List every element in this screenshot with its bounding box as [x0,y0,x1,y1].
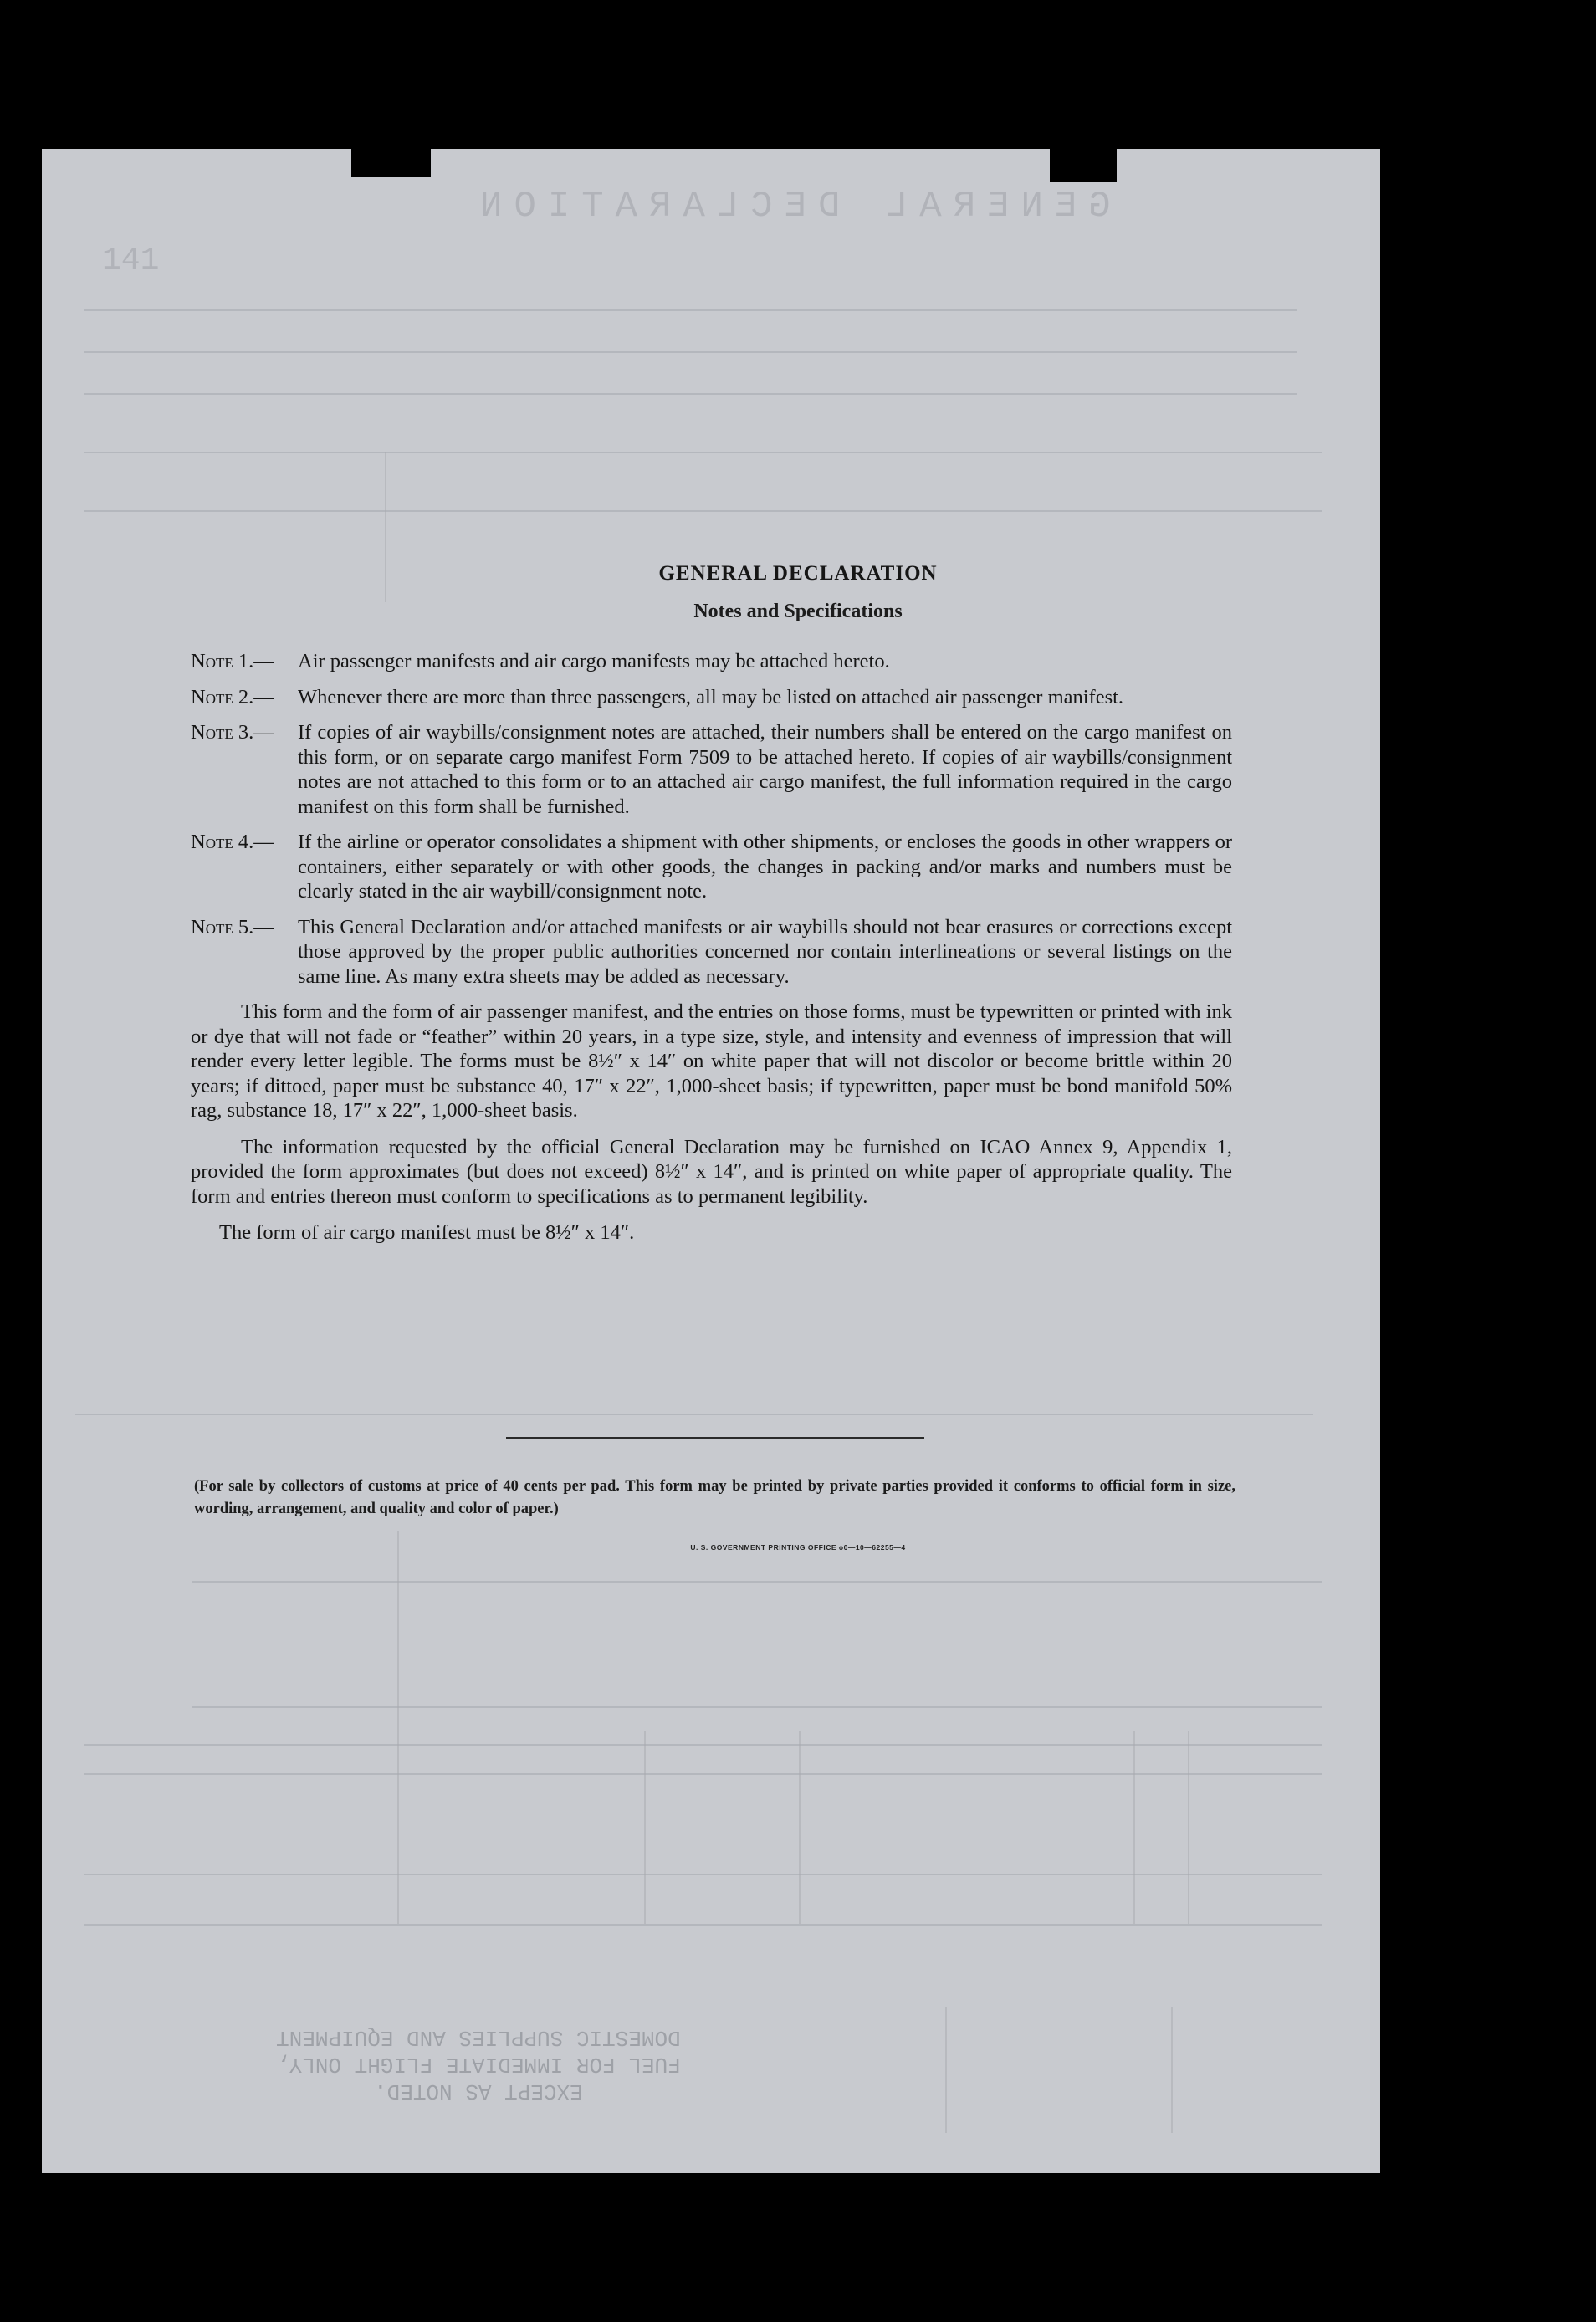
bleed-line [75,1414,1313,1415]
paper-tear [351,149,431,177]
bleed-line [644,1731,646,1924]
document-title: GENERAL DECLARATION [658,562,938,585]
bleed-through-page-number: 141 [102,243,160,279]
note-2 [191,685,1232,710]
bleed-line [84,452,1322,453]
sale-note: (For sale by collectors of customs at price of 40 cents per pad. This form may be printed by private parties provided it conforms to official form in size, wording, arrangement, and quality and color of paper.) [194,1478,1235,1517]
note-text: Whenever there are more than three passengers, all may be listed on attached air passenger manifest. [298,685,1124,708]
paper-tear [1050,149,1117,182]
bleed-line [84,393,1297,395]
note-label: Note 4.— [191,831,274,853]
notes-section [191,649,1232,1257]
bleed-line [1171,2007,1173,2133]
bleed-line [799,1731,801,1924]
note-text: If copies of air waybills/consignment notes are attached, their numbers shall be entered on the cargo manifest on this form, or on separate cargo manifest Form 7509 to be attached hereto. If copies of air waybills/consignment notes are not attached to this form or to an attached air cargo manifest, the full information required in the cargo manifest on this form shall be furnished. [298,721,1232,818]
note-text: Air passenger manifests and air cargo manifests may be attached hereto. [298,650,890,673]
bleed-line [192,1581,1322,1583]
bleed-line [84,309,1297,311]
bleed-through-stamp: EXCEPT AS NOTED. FUEL FOR IMMEDIATE FLIGHT ONLY, DOMESTIC SUPPLIES AND EQUIPMENT [276,2025,681,2104]
printer-imprint: U. S. GOVERNMENT PRINTING OFFICE o0—10—62255—4 [690,1543,906,1552]
bleed-line [192,1706,1322,1708]
bleed-line [84,351,1297,353]
paragraph-form-specs: This form and the form of air passenger manifest, and the entries on those forms, must be typewritten or printed with ink or dye that will not fade or “feather” within 20 years, in a type size, style, and intensity and evenness of impression that will render every letter legible. The forms must be 8½″ x 14″ on white paper that will not discolor or become brittle within 20 years; if dittoed, paper must be substance 40, 17″ x 22″, 1,000-sheet basis; if typewritten, paper must be bond manifold 50% rag, substance 18, 17″ x 22″, 1,000-sheet basis. [191,1000,1232,1122]
bleed-line [1188,1731,1189,1924]
paragraph-cargo-size: The form of air cargo manifest must be 8½″ x 14″. [219,1221,635,1244]
bleed-line [1133,1731,1135,1924]
bleed-line [84,1773,1322,1775]
bleed-line [945,2007,947,2133]
bleed-through-header: GENERAL DECLARATION [468,186,1111,228]
note-5 [191,915,1232,990]
bleed-line [84,1744,1322,1746]
bleed-line [84,510,1322,512]
bleed-line [84,1874,1322,1875]
note-3 [191,720,1232,819]
divider-rule [506,1437,924,1439]
note-label: Note 2.— [191,685,274,708]
note-label: Note 3.— [191,721,274,744]
bleed-line [397,1531,399,1924]
bleed-line [84,1924,1322,1926]
note-text: If the airline or operator consolidates a shipment with other shipments, or encloses the goods in other wrappers or containers, either separately or with other goods, the changes in packing and/or marks and numbers must be clearly stated in the air waybill/consignment note. [298,831,1232,903]
note-label: Note 5.— [191,915,274,939]
note-label: Note 1.— [191,650,274,673]
note-1 [191,649,1232,674]
document-subtitle: Notes and Specifications [693,601,903,622]
paragraph-icao: The information requested by the official General Declaration may be furnished on ICAO Annex 9, Appendix 1, provided the form approximates (but does not exceed) 8½″ x 14″, and is printed on white paper of appropriate quality. The form and entries thereon must conform to specifications as to permanent legibility. [191,1135,1232,1208]
note-4 [191,830,1232,904]
note-text: This General Declaration and/or attached manifests or air waybills should not bear erasures or corrections except those approved by the proper public authorities concerned nor contain interlineations or several listings on the same line. As many extra sheets may be added as necessary. [298,915,1232,988]
